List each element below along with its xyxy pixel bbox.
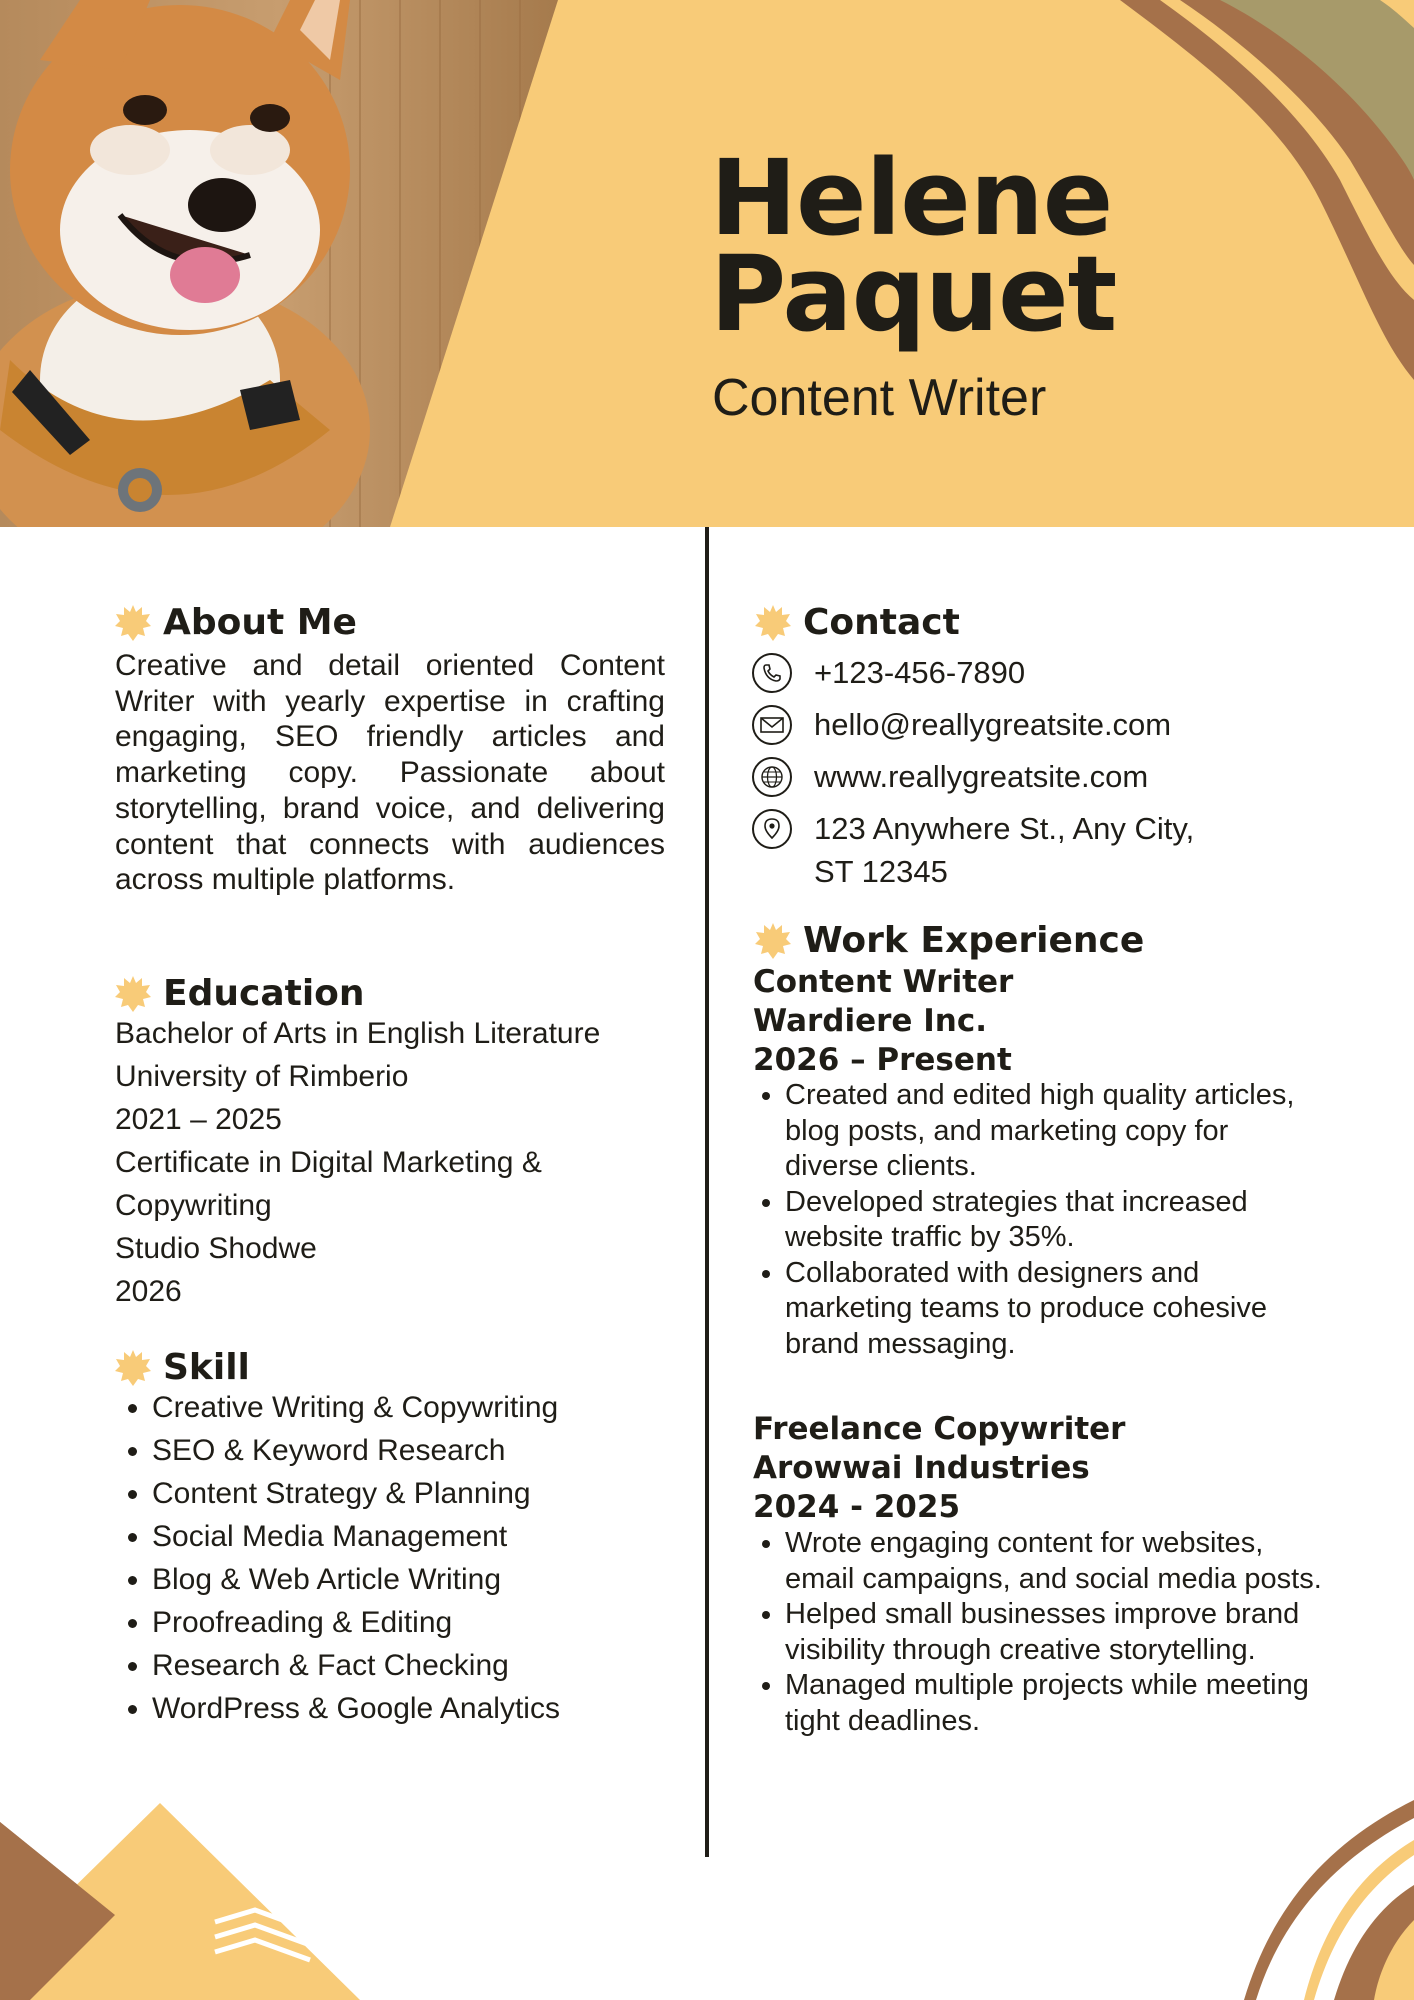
education-heading <box>115 973 365 1014</box>
about-text: Creative and detail oriented Content Writer with yearly expertise in crafting engaging, SEO friendly articles and marketing copy. Passionate about storytelling, brand voice, and delivering content that connects with audiences across multiple platforms. <box>115 649 665 897</box>
sun-burst-icon <box>755 605 791 641</box>
contact-address <box>752 809 1194 893</box>
job-position: Content Writer <box>753 964 1014 1000</box>
skill-heading <box>115 1347 250 1388</box>
column-divider <box>705 527 709 1857</box>
skill-item: • Creative Writing & Copywriting <box>152 1386 560 1429</box>
phone-text: +123-456-7890 <box>814 655 1026 690</box>
job-company: Wardiere Inc. <box>753 1003 987 1039</box>
job-bullet: • Helped small businesses improve brand visibility through creative storytelling. <box>785 1597 1325 1668</box>
education-title: Education <box>163 973 365 1014</box>
skill-item: • SEO & Keyword Research <box>152 1429 560 1472</box>
job-period: 2026 – Present <box>753 1042 1012 1078</box>
first-name: Helene <box>710 137 1113 259</box>
education-line: Studio Shodwe <box>115 1232 317 1265</box>
contact-website <box>752 757 1148 797</box>
last-name: Paquet <box>710 233 1117 355</box>
sun-burst-icon <box>755 923 791 959</box>
education-line: University of Rimberio <box>115 1060 409 1093</box>
skill-list <box>115 1386 560 1730</box>
job-bullet-list <box>753 1078 1325 1362</box>
education-line: Bachelor of Arts in English Literature <box>115 1017 601 1050</box>
skill-item: • Research & Fact Checking <box>152 1644 560 1687</box>
job-bullet: • Collaborated with designers and marketing teams to produce cohesive brand messaging. <box>785 1256 1325 1363</box>
phone-icon <box>752 653 792 693</box>
experience-title: Work Experience <box>803 920 1145 961</box>
job-title: Content Writer <box>712 369 1047 427</box>
skill-item: • Content Strategy & Planning <box>152 1472 560 1515</box>
profile-photo <box>0 0 560 527</box>
job-position: Freelance Copywriter <box>753 1411 1126 1447</box>
education-list <box>115 1012 600 1313</box>
email-text[interactable]: hello@reallygreatsite.com <box>814 707 1172 742</box>
bottom-left-decoration <box>0 1780 420 2000</box>
job-header <box>753 1410 1125 1527</box>
website-text[interactable]: www.reallygreatsite.com <box>814 759 1149 794</box>
address-line-2: ST 12345 <box>814 854 948 889</box>
job-company: Arowwai Industries <box>753 1450 1090 1486</box>
bottom-right-wave-decoration <box>1214 1800 1414 2000</box>
education-line: Certificate in Digital Marketing & <box>115 1146 542 1179</box>
sun-burst-icon <box>115 1350 151 1386</box>
education-line: 2021 – 2025 <box>115 1103 282 1136</box>
experience-heading <box>755 920 1144 961</box>
job-bullet-list <box>753 1526 1325 1739</box>
job-period: 2024 - 2025 <box>753 1489 961 1525</box>
about-title: About Me <box>163 602 357 643</box>
job-bullet: • Created and edited high quality articles, blog posts, and marketing copy for diverse clients. <box>785 1078 1325 1185</box>
skill-item: • Social Media Management <box>152 1515 560 1558</box>
about-heading <box>115 602 357 643</box>
contact-title: Contact <box>803 602 960 643</box>
mail-icon <box>752 705 792 745</box>
job-bullet: • Managed multiple projects while meeting tight deadlines. <box>785 1668 1325 1739</box>
contact-email <box>752 705 1171 745</box>
skill-item: • WordPress & Google Analytics <box>152 1687 560 1730</box>
sun-burst-icon <box>115 976 151 1012</box>
contact-phone <box>752 653 1025 693</box>
sun-burst-icon <box>115 605 151 641</box>
education-line: 2026 <box>115 1275 182 1308</box>
job-header <box>753 963 1013 1080</box>
address-line-1: 123 Anywhere St., Any City, <box>814 811 1195 846</box>
skill-item: • Blog & Web Article Writing <box>152 1558 560 1601</box>
education-line: Copywriting <box>115 1189 272 1222</box>
person-name <box>710 137 1117 355</box>
job-bullet: • Developed strategies that increased website traffic by 35%. <box>785 1185 1325 1256</box>
skill-title: Skill <box>163 1347 250 1388</box>
job-bullet: • Wrote engaging content for websites, email campaigns, and social media posts. <box>785 1526 1325 1597</box>
globe-icon <box>752 757 792 797</box>
skill-item: • Proofreading & Editing <box>152 1601 560 1644</box>
location-icon <box>752 809 792 849</box>
contact-heading <box>755 602 960 643</box>
